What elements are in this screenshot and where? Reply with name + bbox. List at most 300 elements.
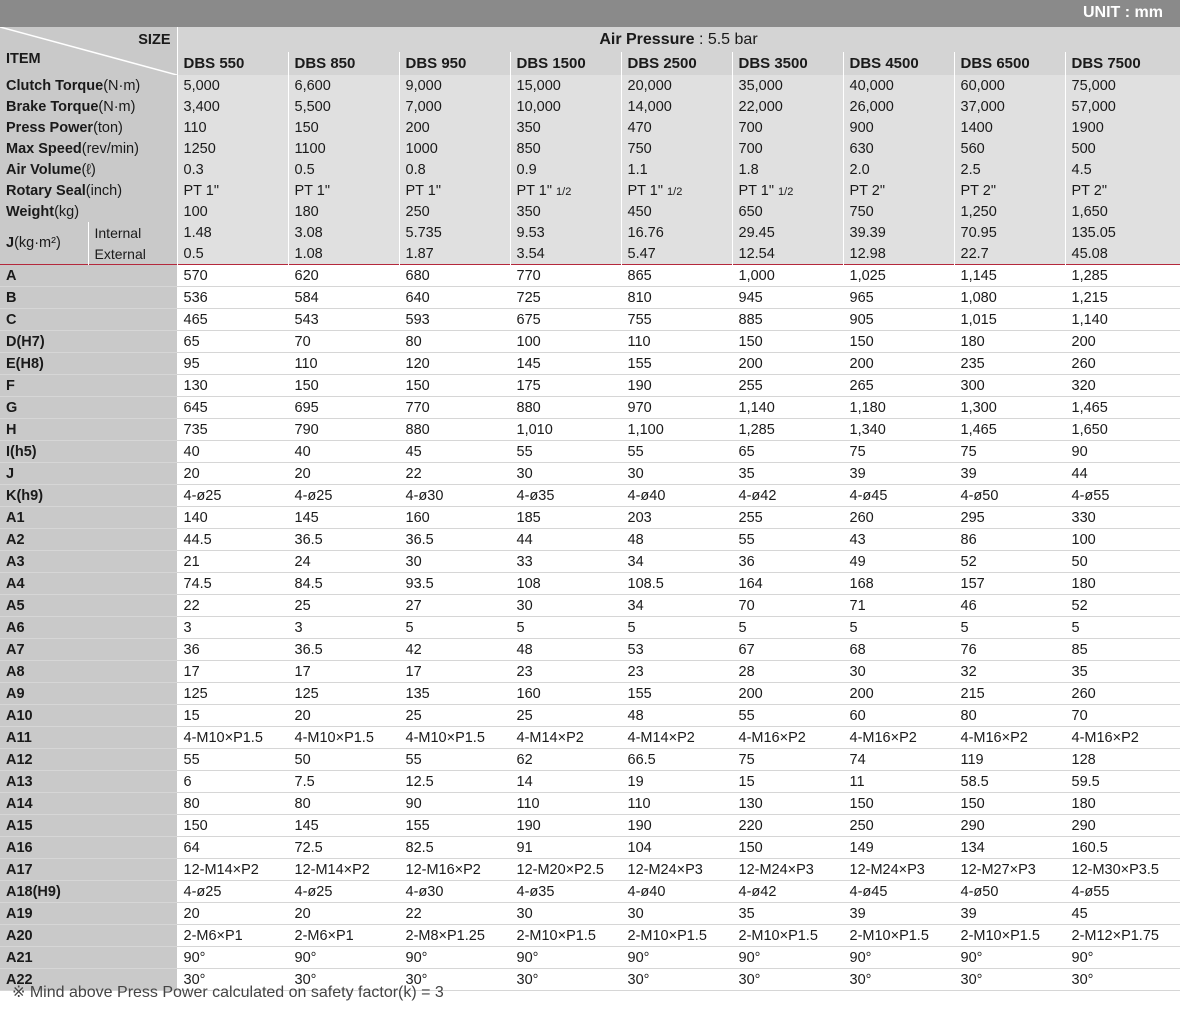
dimension-value: 17 (177, 661, 288, 683)
dimension-value: 50 (1065, 551, 1180, 573)
dimension-value: 30° (177, 969, 288, 991)
dimension-row (0, 529, 1180, 551)
dimension-row (0, 419, 1180, 441)
dimension-value: 4-ø30 (399, 485, 510, 507)
dimension-value: 260 (1065, 353, 1180, 375)
dimension-value: 2-M10×P1.5 (510, 925, 621, 947)
spec-name: Rotary Seal (6, 182, 86, 199)
unit-label: UNIT : mm (1083, 4, 1163, 21)
inertia-value: 45.08 (1065, 243, 1180, 265)
spec-value: 6,600 (288, 75, 399, 96)
dimension-value: 1,465 (954, 419, 1065, 441)
dimension-value: 7.5 (288, 771, 399, 793)
spec-value: 700 (732, 138, 843, 159)
model-header: DBS 7500 (1065, 52, 1180, 75)
dimension-value: 2-M6×P1 (177, 925, 288, 947)
dimension-value: 4-M10×P1.5 (399, 727, 510, 749)
spec-value: PT 1" 1/2 (621, 180, 732, 201)
dimension-value: 1,300 (954, 397, 1065, 419)
spec-value: 1900 (1065, 117, 1180, 138)
dimension-label: A4 (0, 573, 177, 595)
dimension-value: 150 (732, 837, 843, 859)
dimension-value: 104 (621, 837, 732, 859)
spec-value: 0.5 (288, 159, 399, 180)
spec-value: 0.9 (510, 159, 621, 180)
dimension-value: 1,025 (843, 265, 954, 287)
dimension-value: 95 (177, 353, 288, 375)
dimension-row (0, 353, 1180, 375)
dimension-value: 620 (288, 265, 399, 287)
dimension-label: C (0, 309, 177, 331)
dimension-value: 12-M24×P3 (843, 859, 954, 881)
spec-value: 450 (621, 201, 732, 222)
dimension-value: 33 (510, 551, 621, 573)
dimension-value: 67 (732, 639, 843, 661)
dimension-value: 84.5 (288, 573, 399, 595)
dimension-value: 145 (510, 353, 621, 375)
dimension-value: 4-ø40 (621, 881, 732, 903)
inertia-value: 39.39 (843, 222, 954, 243)
dimension-value: 770 (510, 265, 621, 287)
dimension-value: 93.5 (399, 573, 510, 595)
spec-unit: (N·m) (98, 98, 136, 115)
dimension-value: 1,285 (1065, 265, 1180, 287)
dimension-value: 34 (621, 551, 732, 573)
inertia-value: 135.05 (1065, 222, 1180, 243)
inertia-sub-label: External (88, 243, 177, 265)
spec-value: 1.1 (621, 159, 732, 180)
dimension-value: 23 (510, 661, 621, 683)
spec-name: Clutch Torque (6, 77, 104, 94)
dimension-value: 680 (399, 265, 510, 287)
dimension-value: 74.5 (177, 573, 288, 595)
dimension-label: A21 (0, 947, 177, 969)
unit-bar (0, 0, 1180, 27)
dimension-value: 20 (177, 463, 288, 485)
dimension-value: 4-M14×P2 (621, 727, 732, 749)
spec-value: 20,000 (621, 75, 732, 96)
spec-value: 1.8 (732, 159, 843, 180)
dimension-value: 65 (177, 331, 288, 353)
dimension-value: 190 (621, 375, 732, 397)
dimension-value: 140 (177, 507, 288, 529)
spec-unit: (N·m) (103, 77, 141, 94)
dimension-value: 330 (1065, 507, 1180, 529)
dimension-value: 190 (621, 815, 732, 837)
dimension-value: 64 (177, 837, 288, 859)
dimension-value: 12-M20×P2.5 (510, 859, 621, 881)
dimension-value: 1,000 (732, 265, 843, 287)
dimension-value: 35 (1065, 661, 1180, 683)
dimension-row (0, 463, 1180, 485)
dimension-value: 44.5 (177, 529, 288, 551)
dimension-value: 1,015 (954, 309, 1065, 331)
dimension-value: 12-M14×P2 (177, 859, 288, 881)
dimension-row (0, 837, 1180, 859)
dimension-value: 5 (399, 617, 510, 639)
dimension-row (0, 265, 1180, 287)
spec-value: 560 (954, 138, 1065, 159)
dimension-value: 46 (954, 595, 1065, 617)
dimension-value: 11 (843, 771, 954, 793)
dimension-label: A19 (0, 903, 177, 925)
spec-name: Weight (6, 203, 55, 220)
spec-value: 900 (843, 117, 954, 138)
spec-row (0, 201, 1180, 222)
spec-value: 3,400 (177, 96, 288, 117)
dimension-label: A6 (0, 617, 177, 639)
dimension-value: 145 (288, 815, 399, 837)
dimension-value: 12-M27×P3 (954, 859, 1065, 881)
dimension-label: D(H7) (0, 331, 177, 353)
dimension-value: 215 (954, 683, 1065, 705)
spec-value: 350 (510, 117, 621, 138)
dimension-value: 4-M16×P2 (954, 727, 1065, 749)
footnote: ※ Mind above Press Power calculated on safety factor(k) = 3 (12, 984, 444, 1001)
spec-value: 1250 (177, 138, 288, 159)
dimension-value: 1,140 (732, 397, 843, 419)
dimension-row (0, 815, 1180, 837)
inertia-value: 9.53 (510, 222, 621, 243)
dimension-value: 885 (732, 309, 843, 331)
spec-value: 2.5 (954, 159, 1065, 180)
model-header: DBS 850 (288, 52, 399, 75)
dimension-value: 20 (288, 903, 399, 925)
dimension-value: 86 (954, 529, 1065, 551)
spec-value: 15,000 (510, 75, 621, 96)
dimension-value: 157 (954, 573, 1065, 595)
dimension-value: 4-ø50 (954, 881, 1065, 903)
spec-unit: (rev/min) (81, 140, 139, 157)
dimension-value: 55 (732, 529, 843, 551)
dimension-value: 28 (732, 661, 843, 683)
dimension-value: 90 (1065, 441, 1180, 463)
dimension-value: 200 (843, 683, 954, 705)
dimension-label: G (0, 397, 177, 419)
dimension-value: 36 (732, 551, 843, 573)
dimension-value: 30° (399, 969, 510, 991)
dimension-value: 260 (1065, 683, 1180, 705)
dimension-value: 22 (177, 595, 288, 617)
dimension-value: 164 (732, 573, 843, 595)
dimension-row (0, 375, 1180, 397)
inertia-unit: (kg·m²) (14, 235, 61, 251)
model-header: DBS 2500 (621, 52, 732, 75)
dimension-value: 725 (510, 287, 621, 309)
dimension-value: 30 (510, 595, 621, 617)
dimension-value: 150 (843, 331, 954, 353)
inertia-value: 16.76 (621, 222, 732, 243)
dimension-value: 39 (954, 463, 1065, 485)
dimension-value: 4-ø50 (954, 485, 1065, 507)
dimension-value: 1,180 (843, 397, 954, 419)
dimension-value: 965 (843, 287, 954, 309)
dimension-value: 90° (288, 947, 399, 969)
dimension-value: 110 (621, 793, 732, 815)
dimension-value: 74 (843, 749, 954, 771)
spec-row (0, 138, 1180, 159)
dimension-value: 130 (732, 793, 843, 815)
spec-value: PT 1" 1/2 (510, 180, 621, 201)
dimension-value: 3 (177, 617, 288, 639)
spec-value: 1100 (288, 138, 399, 159)
spec-value: 630 (843, 138, 954, 159)
dimension-row (0, 925, 1180, 947)
dimension-value: 17 (288, 661, 399, 683)
spec-value: 700 (732, 117, 843, 138)
dimension-value: 30 (621, 463, 732, 485)
spec-value: PT 2" (954, 180, 1065, 201)
spec-value: 500 (1065, 138, 1180, 159)
spec-value: PT 2" (843, 180, 954, 201)
dimension-value: 55 (177, 749, 288, 771)
dimension-value: 155 (621, 683, 732, 705)
dimension-row (0, 287, 1180, 309)
dimension-value: 39 (843, 463, 954, 485)
spec-table (0, 27, 1180, 991)
dimension-value: 82.5 (399, 837, 510, 859)
dimension-value: 52 (1065, 595, 1180, 617)
dimension-value: 66.5 (621, 749, 732, 771)
dimension-value: 1,215 (1065, 287, 1180, 309)
dimension-value: 220 (732, 815, 843, 837)
dimension-value: 108.5 (621, 573, 732, 595)
dimension-value: 90° (510, 947, 621, 969)
spec-value: 14,000 (621, 96, 732, 117)
dimension-value: 645 (177, 397, 288, 419)
dimension-row (0, 683, 1180, 705)
dimension-row (0, 793, 1180, 815)
air-pressure-header (177, 27, 1180, 52)
dimension-value: 4-M16×P2 (1065, 727, 1180, 749)
dimension-label: A7 (0, 639, 177, 661)
spec-value: 35,000 (732, 75, 843, 96)
dimension-label: K(h9) (0, 485, 177, 507)
dimension-label: A11 (0, 727, 177, 749)
dimension-value: 265 (843, 375, 954, 397)
dimension-value: 44 (510, 529, 621, 551)
spec-value: 5,500 (288, 96, 399, 117)
dimension-value: 4-M16×P2 (843, 727, 954, 749)
inertia-value: 12.54 (732, 243, 843, 265)
dimension-value: 32 (954, 661, 1065, 683)
model-header: DBS 4500 (843, 52, 954, 75)
dimension-row (0, 903, 1180, 925)
spec-value: 180 (288, 201, 399, 222)
dimension-value: 150 (843, 793, 954, 815)
dimension-value: 290 (954, 815, 1065, 837)
spec-value: 40,000 (843, 75, 954, 96)
dimension-value: 2-M10×P1.5 (732, 925, 843, 947)
dimension-value: 44 (1065, 463, 1180, 485)
dimension-label: A13 (0, 771, 177, 793)
dimension-label: A2 (0, 529, 177, 551)
model-header: DBS 550 (177, 52, 288, 75)
dimension-value: 20 (177, 903, 288, 925)
dimension-value: 4-ø25 (177, 485, 288, 507)
dimension-value: 5 (843, 617, 954, 639)
dimension-value: 17 (399, 661, 510, 683)
dimension-value: 290 (1065, 815, 1180, 837)
dimension-value: 90° (621, 947, 732, 969)
spec-value: 9,000 (399, 75, 510, 96)
spec-label (0, 201, 177, 222)
dimension-value: 4-M10×P1.5 (288, 727, 399, 749)
dimension-value: 30 (843, 661, 954, 683)
dimension-value: 30 (621, 903, 732, 925)
dimension-value: 536 (177, 287, 288, 309)
spec-value: 7,000 (399, 96, 510, 117)
air-pressure-label: Air Pressure (599, 30, 695, 48)
item-label: ITEM (6, 51, 41, 67)
dimension-value: 36.5 (399, 529, 510, 551)
dimension-value: 150 (177, 815, 288, 837)
dimension-value: 770 (399, 397, 510, 419)
dimension-value: 4-ø40 (621, 485, 732, 507)
dimension-label: A1 (0, 507, 177, 529)
dimension-value: 200 (1065, 331, 1180, 353)
dimension-label: B (0, 287, 177, 309)
inertia-value: 5.735 (399, 222, 510, 243)
dimension-value: 4-ø25 (177, 881, 288, 903)
dimension-value: 58.5 (954, 771, 1065, 793)
dimension-label: E(H8) (0, 353, 177, 375)
dimension-value: 4-ø42 (732, 485, 843, 507)
dimension-value: 970 (621, 397, 732, 419)
spec-value: 75,000 (1065, 75, 1180, 96)
dimension-value: 1,145 (954, 265, 1065, 287)
dimension-row (0, 639, 1180, 661)
dimension-value: 30° (732, 969, 843, 991)
dimension-value: 125 (288, 683, 399, 705)
dimension-label: A9 (0, 683, 177, 705)
spec-label (0, 96, 177, 117)
dimension-value: 593 (399, 309, 510, 331)
dimension-value: 1,080 (954, 287, 1065, 309)
dimension-value: 865 (621, 265, 732, 287)
dimension-value: 91 (510, 837, 621, 859)
dimension-value: 4-ø42 (732, 881, 843, 903)
spec-value: 650 (732, 201, 843, 222)
dimension-value: 90° (732, 947, 843, 969)
dimension-value: 185 (510, 507, 621, 529)
dimension-value: 1,465 (1065, 397, 1180, 419)
dimension-value: 100 (510, 331, 621, 353)
dimension-value: 735 (177, 419, 288, 441)
spec-value: 1,650 (1065, 201, 1180, 222)
dimension-value: 1,140 (1065, 309, 1180, 331)
dimension-value: 30° (288, 969, 399, 991)
spec-value: 0.8 (399, 159, 510, 180)
dimension-value: 160 (399, 507, 510, 529)
dimension-label: A (0, 265, 177, 287)
dimension-value: 755 (621, 309, 732, 331)
dimension-value: 100 (1065, 529, 1180, 551)
dimension-value: 20 (288, 463, 399, 485)
dimension-value: 543 (288, 309, 399, 331)
dimension-value: 135 (399, 683, 510, 705)
spec-value: PT 1" (288, 180, 399, 201)
spec-value: 60,000 (954, 75, 1065, 96)
spec-value: 750 (843, 201, 954, 222)
dimension-value: 168 (843, 573, 954, 595)
spec-value: 100 (177, 201, 288, 222)
dimension-label: A10 (0, 705, 177, 727)
dimension-value: 36 (177, 639, 288, 661)
dimension-value: 12-M24×P3 (732, 859, 843, 881)
dimension-value: 72.5 (288, 837, 399, 859)
inertia-value: 1.87 (399, 243, 510, 265)
spec-value: 10,000 (510, 96, 621, 117)
dimension-value: 120 (399, 353, 510, 375)
inertia-value: 1.08 (288, 243, 399, 265)
dimension-value: 30° (1065, 969, 1180, 991)
dimension-value: 21 (177, 551, 288, 573)
dimension-value: 110 (510, 793, 621, 815)
dimension-value: 880 (399, 419, 510, 441)
dimension-value: 75 (843, 441, 954, 463)
dimension-value: 30 (510, 903, 621, 925)
dimension-value: 945 (732, 287, 843, 309)
spec-label (0, 75, 177, 96)
inertia-value: 0.5 (177, 243, 288, 265)
dimension-value: 4-ø30 (399, 881, 510, 903)
dimension-value: 80 (288, 793, 399, 815)
dimension-row (0, 749, 1180, 771)
dimension-value: 50 (288, 749, 399, 771)
dimension-value: 80 (954, 705, 1065, 727)
dimension-value: 260 (843, 507, 954, 529)
dimension-value: 12-M30×P3.5 (1065, 859, 1180, 881)
dimension-value: 27 (399, 595, 510, 617)
dimension-value: 880 (510, 397, 621, 419)
dimension-value: 68 (843, 639, 954, 661)
spec-value: 470 (621, 117, 732, 138)
dimension-value: 108 (510, 573, 621, 595)
spec-row (0, 117, 1180, 138)
dimension-value: 203 (621, 507, 732, 529)
inertia-row (0, 243, 1180, 265)
dimension-value: 39 (954, 903, 1065, 925)
inertia-sub-label: Internal (88, 222, 177, 243)
dimension-value: 5 (1065, 617, 1180, 639)
dimension-value: 250 (843, 815, 954, 837)
dimension-label: J (0, 463, 177, 485)
dimension-value: 130 (177, 375, 288, 397)
dimension-value: 12-M16×P2 (399, 859, 510, 881)
model-header: DBS 6500 (954, 52, 1065, 75)
dimension-value: 149 (843, 837, 954, 859)
inertia-value: 70.95 (954, 222, 1065, 243)
dimension-value: 905 (843, 309, 954, 331)
dimension-value: 4-ø35 (510, 485, 621, 507)
dimension-value: 35 (732, 463, 843, 485)
dimension-value: 65 (732, 441, 843, 463)
dimension-value: 80 (177, 793, 288, 815)
dimension-value: 300 (954, 375, 1065, 397)
dimension-label: F (0, 375, 177, 397)
dimension-value: 22 (399, 903, 510, 925)
dimension-value: 25 (510, 705, 621, 727)
dimension-value: 150 (954, 793, 1065, 815)
dimension-value: 110 (288, 353, 399, 375)
spec-value: 1400 (954, 117, 1065, 138)
dimension-row (0, 881, 1180, 903)
dimension-value: 90° (1065, 947, 1180, 969)
dimension-value: 22 (399, 463, 510, 485)
dimension-value: 4-ø45 (843, 881, 954, 903)
dimension-value: 5 (510, 617, 621, 639)
